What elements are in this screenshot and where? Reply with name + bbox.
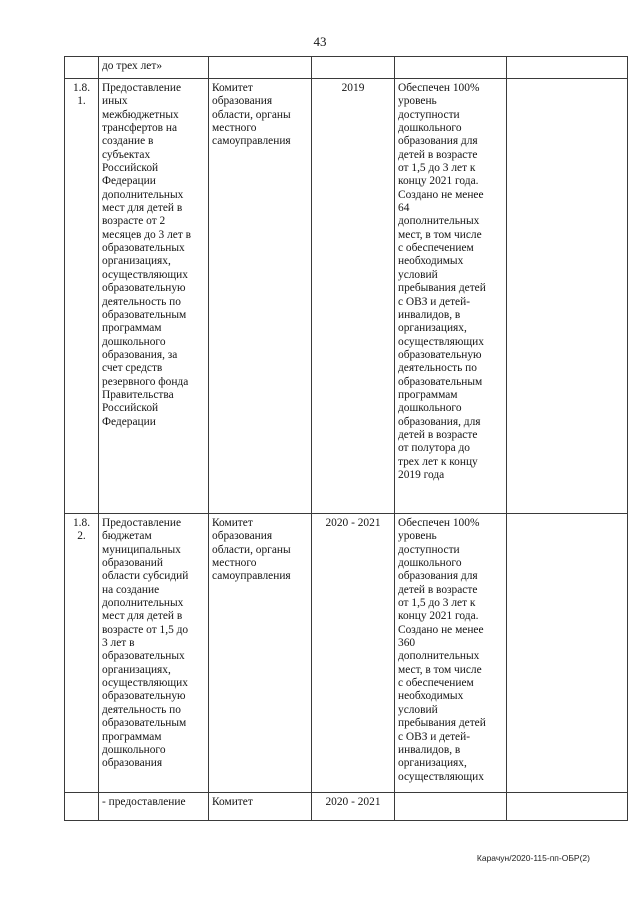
cell-extra: [507, 514, 628, 793]
cell-result: Обеспечен 100% уровень доступности дошкольного образования для детей в возрасте от 1,5 до 3 лет к концу 2021 года. Создано не менее 64 дополнительных мест, в том числе с обеспечением необходимых условий пребывания детей с ОВЗ и детей- инвалидов, в организациях, осуществляющих образовательную деятельность по образовательным программам дошкольного образования, для детей в возрасте от полутора до трех лет к концу 2019 года: [395, 79, 507, 514]
cell-result: [395, 57, 507, 79]
cell-executor: [209, 57, 312, 79]
cell-period: 2020 - 2021: [312, 793, 395, 821]
cell-extra: [507, 793, 628, 821]
cell-result: [395, 793, 507, 821]
cell-activity-name: до трех лет»: [99, 57, 209, 79]
cell-extra: [507, 57, 628, 79]
cell-extra: [507, 79, 628, 514]
cell-period: [312, 57, 395, 79]
cell-number: 1.8. 2.: [65, 514, 99, 793]
cell-executor: Комитет: [209, 793, 312, 821]
cell-activity-name: Предоставление иных межбюджетных трансфертов на создание в субъектах Российской Федерации дополнительных мест для детей в возрасте от 2 месяцев до 3 лет в образовательных организациях, осуществляющих образовательную деятельность по образовательным программам дошкольного образования, за счет средств резервного фонда Правительства Российской Федерации: [99, 79, 209, 514]
cell-number: [65, 793, 99, 821]
table-row: [65, 514, 628, 793]
document-footer-code: Карачун/2020-115-пп-ОБР(2): [476, 853, 590, 863]
cell-period: 2019: [312, 79, 395, 514]
cell-executor: Комитет образования области, органы местного самоуправления: [209, 79, 312, 514]
table-row: [65, 793, 628, 821]
page-number: 43: [313, 34, 327, 49]
cell-activity-name: - предоставление: [99, 793, 209, 821]
cell-activity-name: Предоставление бюджетам муниципальных образований области субсидий на создание дополнительных мест для детей в возрасте от 1,5 до 3 лет в образовательных организациях, осуществляющих образовательную деятельность по образовательным программам дошкольного образования: [99, 514, 209, 793]
cell-number: [65, 57, 99, 79]
cell-result: Обеспечен 100% уровень доступности дошкольного образования для детей в возрасте от 1,5 до 3 лет к концу 2021 года. Создано не менее 360 дополнительных мест, в том числе с обеспечением необходимых условий пребывания детей с ОВЗ и детей- инвалидов, в организациях, осуществляющих: [395, 514, 507, 793]
table-row: [65, 57, 628, 79]
cell-period: 2020 - 2021: [312, 514, 395, 793]
cell-executor: Комитет образования области, органы местного самоуправления: [209, 514, 312, 793]
cell-number: 1.8. 1.: [65, 79, 99, 514]
table-row: [65, 79, 628, 514]
program-activities-table: [64, 56, 628, 821]
